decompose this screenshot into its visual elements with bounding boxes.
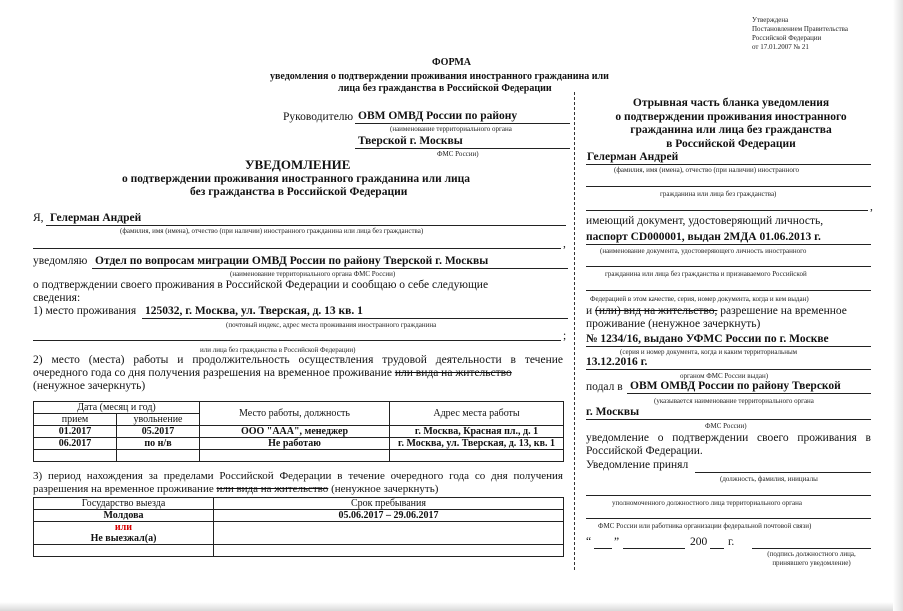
item1-label: 1) место проживания xyxy=(33,305,137,317)
item2-struck: или вида на жительство xyxy=(394,367,512,379)
doc-caption: (наименование документа, удостоверяющего личность иностранного xyxy=(600,247,807,255)
empty-cell xyxy=(200,450,390,462)
approval-line: от 17.01.2007 № 21 xyxy=(752,43,809,51)
date-g: г. xyxy=(728,536,735,548)
underline xyxy=(33,340,561,341)
approval-stamp xyxy=(752,16,848,52)
work-header-place: Место работы, должность xyxy=(200,402,390,426)
work-start: 01.2017 xyxy=(34,426,117,438)
notice-subtitle: о подтверждении проживания иностранного гражданина или лица xyxy=(122,173,471,185)
i-label: Я, xyxy=(33,212,44,224)
underline xyxy=(586,186,871,187)
empty-cell xyxy=(214,533,564,545)
item2-note: (ненужное зачеркнуть) xyxy=(33,380,146,392)
submitted-value-2: г. Москвы xyxy=(586,406,640,418)
underline xyxy=(623,548,685,549)
empty-cell xyxy=(214,522,564,534)
table-row xyxy=(34,510,564,522)
work-end: 05.2017 xyxy=(117,426,200,438)
work-header-end: увольнение xyxy=(117,414,200,426)
underline xyxy=(355,123,570,124)
underline xyxy=(586,495,871,496)
head-value-2: Тверской г. Москвы xyxy=(358,135,463,147)
page-shadow xyxy=(893,0,903,611)
underline xyxy=(586,210,868,211)
sign-caption-line: (подпись должностного лица, xyxy=(767,550,856,558)
item3-note: (ненужное зачеркнуть) xyxy=(331,483,439,495)
approval-line: Российской Федерации xyxy=(752,34,822,42)
underline xyxy=(586,266,871,267)
tearoff-title xyxy=(586,97,876,151)
underline xyxy=(586,518,871,519)
permit-text: проживание (ненужное зачеркнуть) xyxy=(586,318,761,330)
work-header-date: Дата (месяц и год) xyxy=(34,402,200,414)
work-end: по н/в xyxy=(117,438,200,450)
permit-caption-2: органом ФМС России выдан) xyxy=(680,372,769,380)
empty-cell xyxy=(214,545,564,557)
accepted-caption: ФМС России или работника организации федеральной почтовой связи) xyxy=(598,522,812,530)
table-row xyxy=(34,533,564,545)
underline xyxy=(92,268,568,269)
date-year: 200 xyxy=(690,536,708,548)
item1-value: 125032, г. Москва, ул. Тверская, д. 13 кв. 1 xyxy=(145,305,363,317)
empty-cell xyxy=(34,545,214,557)
notice-subtitle: без гражданства в Российской Федерации xyxy=(190,186,408,198)
work-table xyxy=(33,401,564,462)
empty-cell xyxy=(34,450,117,462)
notify-caption: (наименование территориального органа ФМС России) xyxy=(230,270,396,278)
notify-label: уведомляю xyxy=(33,255,88,267)
name-caption-2: гражданина или лица без гражданства) xyxy=(660,190,777,198)
approval-line: Постановлением Правительства xyxy=(752,25,848,33)
form-subtitle: уведомления о подтверждении проживания иностранного гражданина или xyxy=(270,71,609,82)
or-cell xyxy=(34,522,214,534)
table-row xyxy=(34,426,564,438)
doc-caption: гражданина или лица без гражданства и признаваемого Российской xyxy=(605,270,807,278)
item3-text-a: разрешения на временное проживание xyxy=(33,483,214,495)
item3-text xyxy=(33,483,438,495)
empty-cell xyxy=(117,450,200,462)
permit-date: 13.12.2016 г. xyxy=(586,356,648,368)
underline xyxy=(33,248,561,249)
name-caption: (фамилия, имя (имена), отчество (при наличии) иностранного xyxy=(614,166,800,174)
travel-header-country: Государство выезда xyxy=(34,498,214,510)
work-addr: г. Москва, ул. Тверская, д. 13, кв. 1 xyxy=(390,438,564,450)
permit-text xyxy=(586,305,847,317)
permit-and: и xyxy=(586,305,593,317)
or-text: или xyxy=(114,522,133,533)
sign-caption-line: принявшего уведомление) xyxy=(772,559,851,567)
tearoff-title-line: в Российской Федерации xyxy=(666,137,796,150)
head-label: Руководителю xyxy=(283,111,354,123)
permit-text-1: разрешение на временное xyxy=(720,305,847,317)
confirm-text: о подтверждении своего проживания в Российской Федерации и сообщаю о себе следующие xyxy=(33,279,489,291)
date-quote-close: ” xyxy=(614,536,620,548)
table-row xyxy=(34,438,564,450)
table-row xyxy=(34,522,564,534)
underline xyxy=(46,225,566,226)
submitted-value: ОВМ ОМВД России по району Тверской xyxy=(630,380,841,392)
applicant-caption: (фамилия, имя (имена), отчество (при наличии) иностранного гражданина или лица без гражданства) xyxy=(120,227,424,235)
underline xyxy=(586,290,871,291)
permit-caption: (серия и номер документа, когда и каким территориальным xyxy=(620,348,798,356)
work-place: Не работаю xyxy=(200,438,390,450)
accepted-caption: (должность, фамилия, инициалы xyxy=(720,475,818,483)
tear-line xyxy=(574,92,575,570)
underline xyxy=(586,346,871,347)
notify-value: Отдел по вопросам миграции ОМВД России по району Тверской г. Москвы xyxy=(95,255,489,267)
item3-text: 3) период нахождения за пределами Российской Федерации в течение очередного года со дня получения xyxy=(33,470,563,482)
underline xyxy=(586,244,871,245)
empty-cell xyxy=(390,450,564,462)
form-title: ФОРМА xyxy=(431,57,472,68)
underline xyxy=(586,164,871,165)
table-row xyxy=(34,450,564,462)
underline xyxy=(627,393,871,394)
semicolon: ; xyxy=(563,330,567,342)
underline xyxy=(586,369,871,370)
underline xyxy=(355,148,570,149)
notice-text: уведомление о подтверждении своего проживания в xyxy=(586,432,871,444)
notice-text: Российской Федерации. xyxy=(586,445,703,457)
tearoff-title-line: Отрывная часть бланка уведомления xyxy=(632,97,830,109)
accepted-caption: уполномоченного должностного лица территориального органа xyxy=(612,499,802,507)
item3-struck: или вида на жительство xyxy=(216,483,329,495)
head-value: ОВМ ОМВД России по району xyxy=(358,110,518,122)
travel-table xyxy=(33,497,564,557)
table-row xyxy=(34,545,564,557)
item1-caption: (почтовый индекс, адрес места проживания иностранного гражданина xyxy=(226,321,437,329)
head-caption-2: ФМС России) xyxy=(437,150,479,158)
travel-not-left: Не выезжал(а) xyxy=(34,533,214,545)
tearoff-name: Гелерман Андрей xyxy=(587,151,679,163)
tearoff-title-line: о подтверждении проживания иностранного xyxy=(615,110,847,123)
underline xyxy=(710,548,724,549)
applicant-name: Гелерман Андрей xyxy=(50,212,142,224)
submitted-caption-2: ФМС России) xyxy=(705,422,747,430)
work-addr: г. Москва, Красная пл., д. 1 xyxy=(390,426,564,438)
travel-period: 05.06.2017 – 29.06.2017 xyxy=(214,510,564,522)
tearoff-title-line: гражданина или лица без гражданства xyxy=(630,124,832,136)
submitted-label: подал в xyxy=(586,381,623,393)
sign-caption xyxy=(752,550,871,568)
work-place: ООО "ААА", менеджер xyxy=(200,426,390,438)
confirm-text: сведения: xyxy=(33,292,81,304)
page-shadow xyxy=(0,602,903,611)
underline xyxy=(586,419,871,420)
permit-struck: (или) вид на жительство, xyxy=(595,305,718,317)
comma: , xyxy=(563,238,566,250)
travel-header-period: Срок пребывания xyxy=(214,498,564,510)
underline xyxy=(695,472,871,473)
item2-text-a: очередного года со дня получения разрешения на временное проживание xyxy=(33,367,392,379)
submitted-caption: (указывается наименование территориального органа xyxy=(654,397,814,405)
approval-line: Утверждена xyxy=(752,16,789,24)
underline xyxy=(142,318,568,319)
work-header-addr: Адрес места работы xyxy=(390,402,564,426)
accepted-label: Уведомление принял xyxy=(586,459,689,471)
doc-label: имеющий документ, удостоверяющий личность, xyxy=(586,215,824,227)
item2-text xyxy=(33,367,512,379)
doc-caption: Федерацией в этом качестве, серия, номер документа, когда и кем выдан) xyxy=(590,295,809,303)
comma: , xyxy=(870,201,873,213)
travel-country: Молдова xyxy=(34,510,214,522)
item2-text: 2) место (места) работы и продолжительность осуществления трудовой деятельности в течение xyxy=(33,354,563,366)
work-header-start: прием xyxy=(34,414,117,426)
permit-value: № 1234/16, выдано УФМС России по г. Москве xyxy=(586,333,829,345)
work-start: 06.2017 xyxy=(34,438,117,450)
underline xyxy=(594,548,612,549)
underline xyxy=(752,548,871,549)
form-subtitle: лица без гражданства в Российской Федерации xyxy=(338,83,552,94)
head-caption: (наименование территориального органа xyxy=(390,125,512,133)
doc-value: паспорт CD000001, выдан 2МДА 01.06.2013 г. xyxy=(586,231,821,243)
item1-caption-2: или лица без гражданства в Российской Федерации) xyxy=(200,346,356,354)
notice-title: УВЕДОМЛЕНИЕ xyxy=(245,157,351,172)
date-quote-open: “ xyxy=(586,536,592,548)
